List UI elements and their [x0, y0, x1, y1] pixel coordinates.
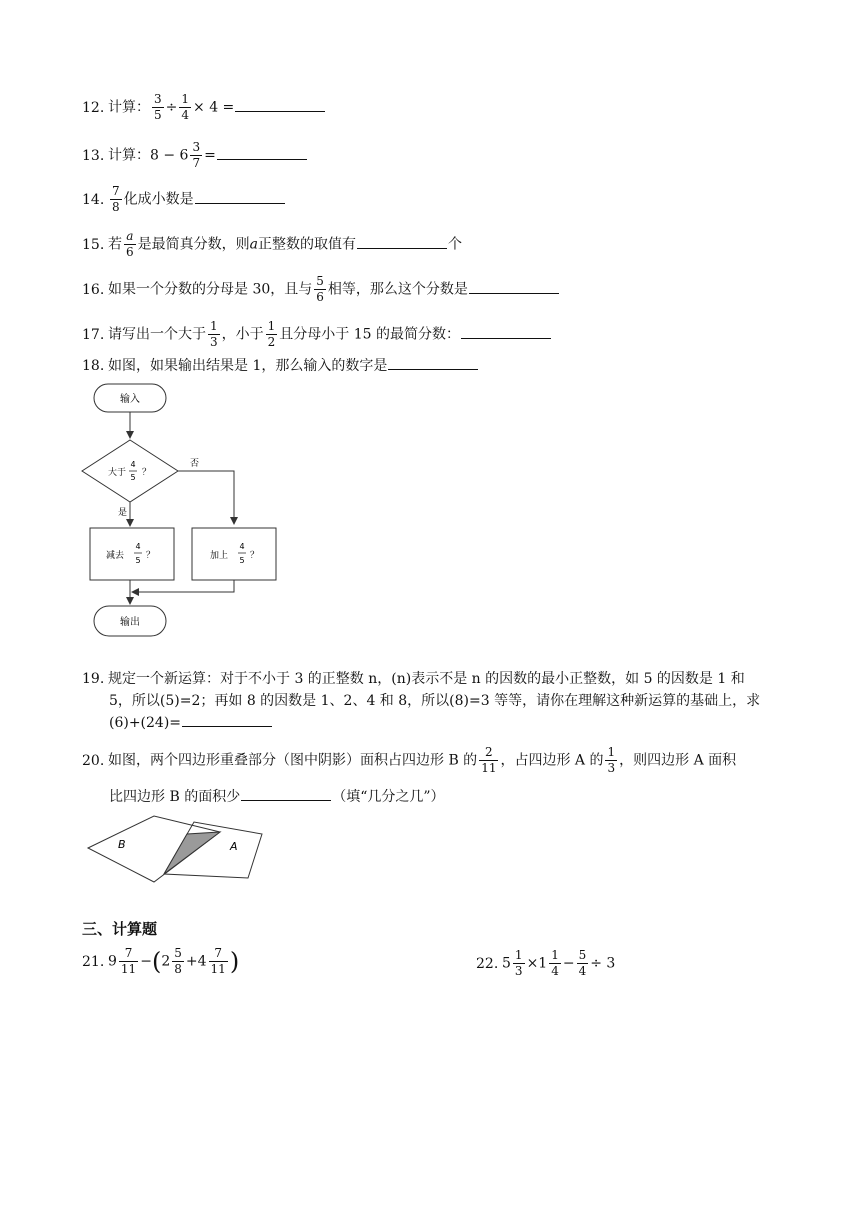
- question-mark: ？: [146, 551, 156, 561]
- answer-blank[interactable]: [195, 189, 285, 204]
- fraction: [577, 948, 589, 979]
- question-text: ，小于: [221, 326, 264, 343]
- numerator: 1: [210, 319, 218, 333]
- question-number: 19.: [82, 671, 105, 687]
- fraction: [605, 745, 617, 776]
- input-label: 输入: [120, 394, 140, 405]
- question-text: 相等，那么这个分数是: [327, 281, 468, 298]
- question-20: [82, 745, 736, 776]
- question-number: 22.: [476, 955, 499, 972]
- question-text: 如果一个分数的分母是 30，且与: [108, 281, 313, 298]
- question-number: 18.: [82, 358, 105, 374]
- question-text: (6)+(24)=: [109, 715, 182, 731]
- numerator: 1: [551, 948, 559, 962]
- label: 计算：: [108, 99, 150, 116]
- fraction: [119, 946, 138, 977]
- question-text: ，占四边形 A 的: [500, 752, 604, 769]
- question-18: [82, 355, 479, 376]
- question-text: 5，所以(5)=2；再如 8 的因数是 1、2、4 和 8，所以(8)=3 等等，请你在理解这种新运算的基础上，求: [109, 693, 761, 709]
- question-number: 16.: [82, 281, 105, 298]
- denominator: 5: [130, 473, 136, 482]
- right-paren: ): [229, 947, 240, 976]
- question-text: 如图，如果输出结果是 1，那么输入的数字是: [108, 358, 388, 374]
- denominator: 6: [316, 290, 324, 304]
- numerator: 1: [267, 319, 276, 333]
- fraction: [549, 948, 561, 979]
- question-text: 个: [448, 236, 462, 253]
- numerator: 7: [214, 946, 222, 960]
- question-22: [476, 948, 615, 979]
- question-14: [82, 184, 286, 215]
- denominator: 11: [120, 962, 137, 976]
- question-12: [82, 92, 326, 123]
- question-text: （填“几分之几”）: [332, 789, 445, 805]
- question-text: 请写出一个大于: [108, 326, 206, 343]
- fraction: [152, 92, 164, 123]
- question-text: ，则四边形 A 面积: [619, 752, 737, 769]
- yes-label: 是: [118, 508, 128, 518]
- answer-blank[interactable]: [182, 712, 272, 727]
- numerator: 3: [154, 92, 162, 106]
- question-17: [82, 319, 552, 350]
- question-text: 规定一个新运算：对于不小于 3 的正整数 n，(n)表示不是 n 的因数的最小正整数，如 5 的因数是 1 和: [108, 671, 745, 687]
- left-paren: (: [151, 947, 162, 976]
- question-16: [82, 274, 560, 305]
- question-text: 是最简真分数，则: [137, 236, 250, 253]
- expression: × 4 =: [193, 99, 235, 116]
- denominator: 11: [210, 962, 226, 976]
- whole-number: 2: [161, 953, 171, 970]
- quadrilateral-b: [88, 816, 220, 882]
- denominator: 3: [514, 964, 523, 978]
- box-label: 减去: [106, 551, 125, 561]
- numerator: 3: [192, 140, 201, 154]
- operator: +: [185, 953, 198, 970]
- denominator: 4: [551, 964, 559, 978]
- denominator: 5: [154, 108, 162, 122]
- operator: ÷: [165, 99, 178, 116]
- answer-blank[interactable]: [241, 786, 331, 801]
- fraction: [110, 184, 122, 215]
- question-15: [82, 229, 462, 260]
- answer-blank[interactable]: [469, 279, 559, 294]
- answer-blank[interactable]: [235, 97, 325, 112]
- operator: =: [204, 147, 216, 164]
- question-text: 比四边形 B 的面积少: [109, 789, 241, 805]
- denominator: 3: [210, 335, 218, 349]
- fraction: [208, 319, 220, 350]
- question-text: 正整数的取值有: [258, 236, 356, 253]
- numerator: a: [126, 229, 134, 243]
- denominator: 2: [267, 335, 276, 349]
- denominator: 4: [578, 964, 587, 978]
- denominator: 11: [481, 761, 497, 775]
- label-a: A: [230, 840, 238, 853]
- fraction: [172, 946, 184, 977]
- no-arrow: [178, 471, 234, 524]
- question-text: 化成小数是: [123, 191, 194, 208]
- question-mark: ？: [142, 468, 152, 478]
- denominator: 4: [181, 108, 190, 122]
- label: 计算：: [108, 147, 150, 164]
- numerator: 1: [514, 948, 523, 962]
- whole-number: 5: [502, 955, 511, 972]
- denominator: 7: [192, 156, 201, 170]
- fraction: [124, 229, 136, 260]
- operator: ×: [526, 955, 539, 972]
- numerator: 7: [112, 184, 120, 198]
- whole-number: 1: [538, 955, 548, 972]
- label-b: B: [118, 838, 126, 851]
- answer-blank[interactable]: [461, 324, 551, 339]
- quadrilaterals-figure: [84, 812, 268, 888]
- denominator: 5: [239, 556, 245, 565]
- denominator: 3: [607, 761, 616, 775]
- numerator: 4: [239, 542, 245, 551]
- question-text: 且分母小于 15 的最简分数：: [279, 326, 460, 343]
- no-label: 否: [190, 459, 200, 469]
- question-20-line2: [109, 786, 445, 807]
- expression: 8 − 6: [150, 147, 189, 164]
- denominator: 8: [174, 962, 182, 976]
- operator: −: [562, 955, 575, 972]
- numerator: 5: [578, 948, 587, 962]
- question-mark: ？: [250, 551, 260, 561]
- numerator: 5: [316, 274, 324, 288]
- question-19: [82, 668, 782, 734]
- whole-number: 4: [197, 953, 207, 970]
- denominator: 5: [135, 556, 141, 565]
- operator: −: [140, 953, 152, 970]
- fraction: [479, 745, 498, 776]
- numerator: 5: [174, 946, 182, 960]
- fraction: [314, 274, 326, 305]
- box-label: 加上: [210, 551, 229, 561]
- output-label: 输出: [120, 617, 140, 628]
- answer-blank[interactable]: [357, 234, 447, 249]
- whole-number: 9: [108, 953, 117, 970]
- question-number: 15.: [82, 236, 105, 253]
- question-number: 14.: [82, 191, 105, 208]
- numerator: 4: [130, 460, 136, 469]
- section-heading: 三、计算题: [82, 920, 158, 938]
- flowchart: [78, 378, 278, 640]
- add-box: [192, 528, 276, 580]
- numerator: 4: [135, 542, 141, 551]
- fraction: [266, 319, 278, 350]
- denominator: 6: [126, 245, 134, 259]
- numerator: 1: [181, 92, 190, 106]
- expression: ÷ 3: [590, 955, 616, 972]
- answer-blank[interactable]: [388, 355, 478, 370]
- subtract-box: [90, 528, 174, 580]
- decision-label: 大于: [108, 468, 127, 478]
- fraction: [209, 946, 228, 977]
- numerator: 1: [607, 745, 616, 759]
- question-13: [82, 140, 308, 171]
- question-number: 21.: [82, 953, 105, 970]
- answer-blank[interactable]: [217, 145, 307, 160]
- merge-arrow: [132, 580, 234, 592]
- fraction: [513, 948, 525, 979]
- fraction: [190, 140, 202, 171]
- variable: a: [249, 236, 258, 253]
- question-text: 若: [108, 236, 122, 253]
- question-number: 13.: [82, 147, 105, 164]
- question-number: 12.: [82, 99, 105, 116]
- numerator: 2: [485, 745, 493, 759]
- fraction: [179, 92, 191, 123]
- question-number: 17.: [82, 326, 105, 343]
- question-text: 如图，两个四边形重叠部分（图中阴影）面积占四边形 B 的: [108, 752, 478, 769]
- question-21: [82, 946, 239, 977]
- denominator: 8: [112, 200, 120, 214]
- question-number: 20.: [82, 752, 105, 769]
- numerator: 7: [124, 946, 133, 960]
